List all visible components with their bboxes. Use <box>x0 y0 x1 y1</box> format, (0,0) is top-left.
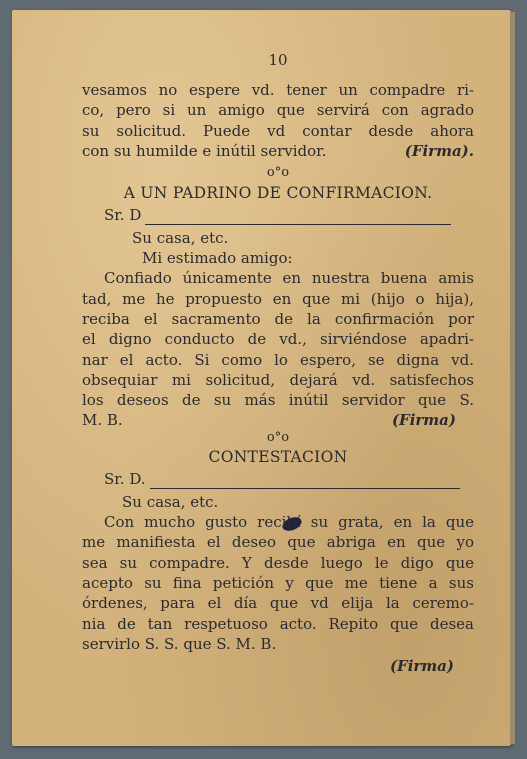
reply-last-line: servirlo S. S. que S. M. B. <box>82 635 277 653</box>
intro-signature: (Firma). <box>404 142 474 160</box>
letter-line: reciba el sacramento de la confirmación por <box>82 310 474 328</box>
intro-line: con su humilde e inútil servidor. <box>82 142 327 160</box>
ornament: o°o <box>266 430 290 445</box>
intro-line: co, pero si un amigo que servirá con agrado <box>82 101 474 119</box>
reply-line: órdenes, para el día que vd elija la ceremo- <box>82 594 474 612</box>
reply-salutation <box>82 469 474 489</box>
letter-title: A UN PADRINO DE CONFIRMACION. <box>123 184 433 202</box>
reply-line: me manifiesta el deseo que abriga en que yo <box>82 533 474 551</box>
letter-line: obsequiar mi solicitud, dejará vd. satisfechos <box>82 371 474 389</box>
letter-greeting: Mi estimado amigo: <box>142 249 293 267</box>
reply-title: CONTESTACION <box>208 448 348 466</box>
reply-house: Su casa, etc. <box>122 493 219 511</box>
letter-signature: (Firma) <box>391 411 456 429</box>
book-spine-edge <box>510 12 515 744</box>
letter-line: el digno conducto de vd., sirviéndose apadri- <box>82 330 474 348</box>
letter-house: Su casa, etc. <box>132 229 229 247</box>
letter-line: Confiado únicamente en nuestra buena amis <box>104 269 474 287</box>
letter-salutation <box>82 205 474 225</box>
intro-line: vesamos no espere vd. tener un compadre ri- <box>82 81 474 99</box>
reply-signature: (Firma) <box>389 657 454 675</box>
reply-line: nia de tan respetuoso acto. Repito que desea <box>82 615 474 633</box>
salutation-prefix: Sr. D. <box>104 470 146 488</box>
salutation-prefix: Sr. D <box>104 206 142 224</box>
reply-line: acepto su fina petición y que me tiene a sus <box>82 574 474 592</box>
letter-line: nar el acto. Si como lo espero, se digna vd. <box>82 351 474 369</box>
letter-closing: M. B. <box>82 411 123 429</box>
letter-line: tad, me he propuesto en que mi (hijo o hija), <box>82 290 474 308</box>
blank-line <box>150 487 460 489</box>
reply-line: Con mucho gusto recibí su grata, en la que <box>104 513 474 531</box>
letter-line: los deseos de su más inútil servidor que S. <box>82 391 474 409</box>
intro-line: su solicitud. Puede vd contar desde ahora <box>82 122 474 140</box>
reply-line: sea su compadre. Y desde luego le digo que <box>82 554 474 572</box>
blank-line <box>145 223 451 225</box>
ornament: o°o <box>266 165 290 180</box>
intro-last-line <box>82 141 474 161</box>
page-number: 10 <box>268 51 288 69</box>
